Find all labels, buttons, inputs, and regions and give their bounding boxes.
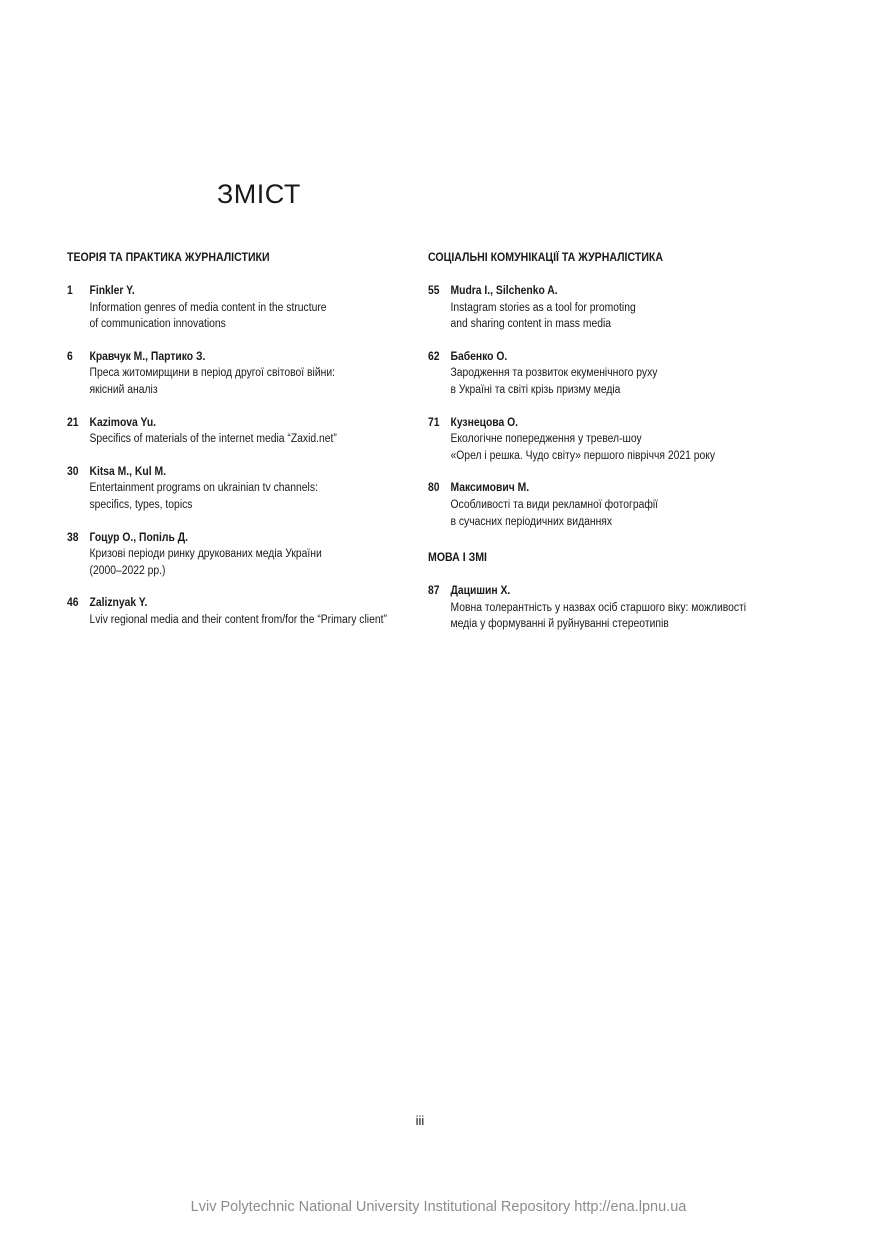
- toc-entry: [67, 415, 450, 448]
- entry-title: Entertainment programs on ukrainian tv channels: specifics, types, topics: [89, 482, 318, 511]
- entry-page-number: 38: [67, 531, 79, 544]
- toc-entry: [67, 530, 450, 580]
- entry-author: Кузнецова О.: [450, 416, 519, 429]
- toc-right-column: [428, 250, 788, 649]
- entry-title: Information genres of media content in the structure of communication innovations: [89, 301, 327, 331]
- entry-page-number: 80: [428, 482, 440, 495]
- entry-title: Instagram stories as a tool for promoting and sharing content in mass media: [450, 301, 636, 331]
- entry-page-number: 62: [428, 350, 440, 363]
- entry-page-number: 21: [67, 416, 79, 429]
- entry-author: Mudra I., Silchenko A.: [450, 285, 558, 297]
- entry-title: Мовна толерантність у назвах осіб старшого віку: можливості медіа у формуванні й руйнуванні стереотипів: [450, 601, 747, 631]
- entry-author: Бабенко О.: [450, 350, 508, 363]
- section-heading: ТЕОРІЯ ТА ПРАКТИКА ЖУРНАЛІСТИКИ: [67, 252, 270, 264]
- entry-title: Преса житомирщини в період другої світової війни: якісний аналіз: [89, 367, 336, 396]
- entry-title: Екологічне попередження у тревел-шоу «Орел і решка. Чудо світу» першого півріччя 2021 року: [450, 433, 716, 462]
- entry-title: Lviv regional media and their content from/for the “Primary client”: [89, 613, 387, 626]
- entry-page-number: 1: [67, 285, 73, 297]
- page-title: ЗМІСТ: [217, 179, 301, 209]
- toc-entry: [67, 464, 450, 514]
- entry-page-number: 6: [67, 350, 73, 363]
- entry-author: Finkler Y.: [89, 285, 135, 297]
- toc-entry: [428, 480, 811, 530]
- entry-title: Зародження та розвиток екуменічного руху в Україні та світі крізь призму медіа: [450, 367, 658, 396]
- toc-entry: [67, 349, 450, 399]
- entry-page-number: 87: [428, 585, 440, 598]
- entry-author: Kitsa M., Kul M.: [89, 465, 166, 478]
- toc-entry: [428, 349, 811, 399]
- toc-entry: [67, 595, 450, 628]
- entry-author: Гоцур О., Попіль Д.: [89, 531, 188, 544]
- entry-author: Дацишин Х.: [450, 585, 511, 598]
- toc-entry: [428, 283, 811, 333]
- entry-author: Кравчук М., Партико З.: [89, 350, 206, 363]
- entry-author: Максимович М.: [450, 482, 530, 495]
- toc-entry: [67, 283, 450, 333]
- entry-title: Особливості та види рекламної фотографії в сучасних періодичних виданнях: [450, 498, 659, 528]
- section-heading: МОВА І ЗМІ: [428, 552, 488, 565]
- repository-footer: Lviv Polytechnic National University Institutional Repository http://ena.lpnu.ua: [190, 1199, 687, 1215]
- entry-page-number: 46: [67, 597, 79, 610]
- section-heading: СОЦІАЛЬНІ КОМУНІКАЦІЇ ТА ЖУРНАЛІСТИКА: [428, 252, 664, 264]
- page-number: iii: [415, 1113, 425, 1128]
- entry-author: Zaliznyak Y.: [89, 597, 148, 610]
- toc-entry: [428, 415, 811, 465]
- entry-page-number: 30: [67, 465, 79, 478]
- entry-author: Kazimova Yu.: [89, 416, 157, 429]
- entry-page-number: 71: [428, 416, 440, 429]
- toc-left-column: [67, 250, 427, 645]
- entry-page-number: 55: [428, 285, 440, 297]
- entry-title: Specifics of materials of the internet media “Zaxid.net”: [89, 433, 337, 446]
- entry-title: Кризові періоди ринку друкованих медіа України (2000–2022 pp.): [89, 548, 322, 577]
- toc-entry: [428, 583, 811, 633]
